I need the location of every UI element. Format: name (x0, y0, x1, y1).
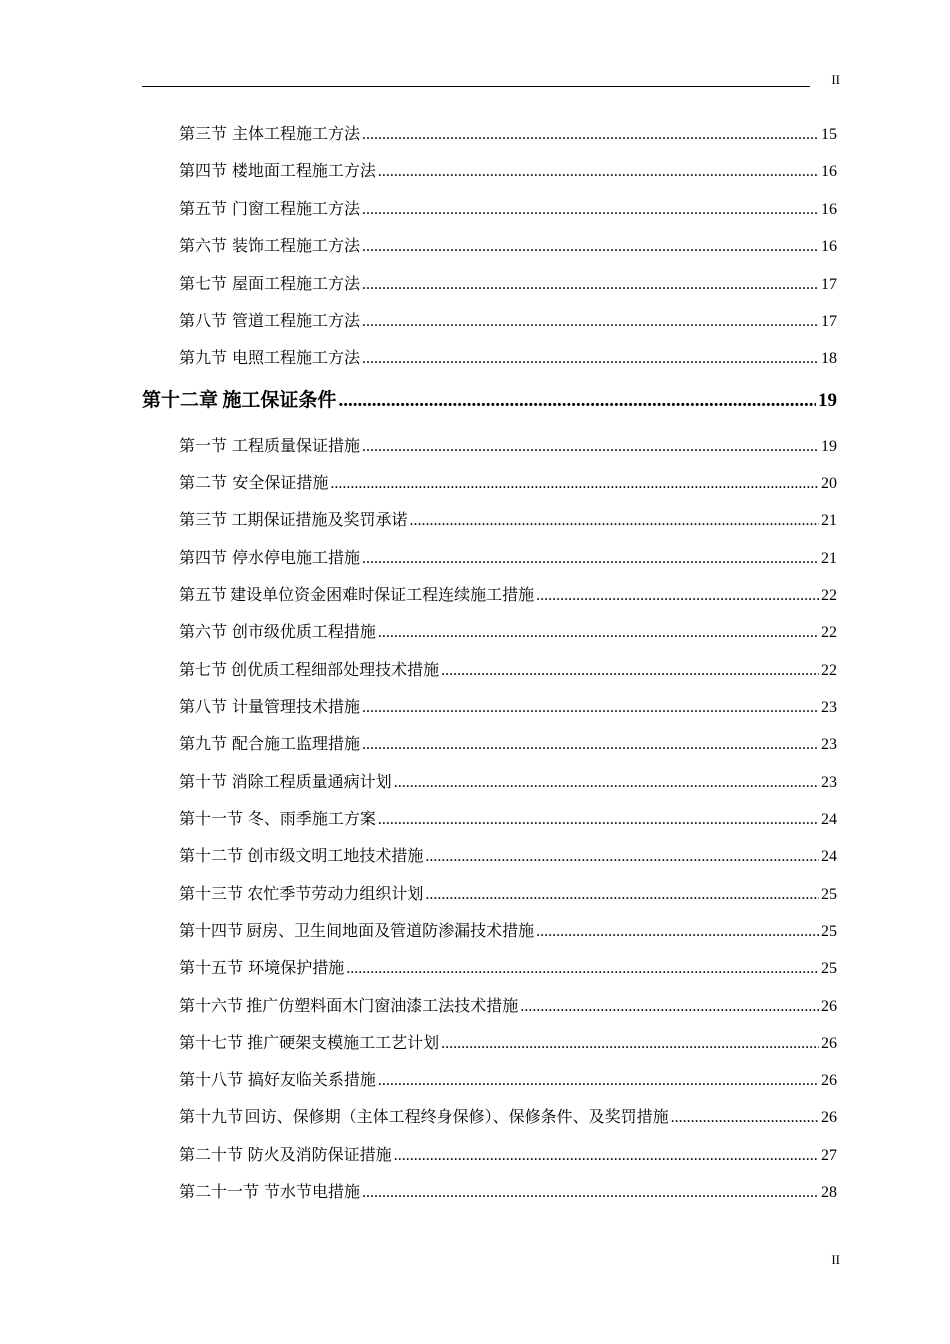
toc-dot-leader (362, 238, 819, 256)
toc-entry-page: 23 (821, 736, 837, 753)
toc-entry-title: 计量管理技术措施 (232, 697, 361, 716)
toc-entry-title: 冬、雨季施工方案 (247, 809, 376, 828)
toc-entry-number: 第二节 (179, 473, 228, 492)
toc-entry-page: 16 (821, 238, 837, 255)
toc-section-entry[interactable] (179, 582, 837, 604)
toc-entry-title: 环境保护措施 (248, 958, 345, 977)
toc-dot-leader (671, 1109, 819, 1127)
toc-entry-number: 第十节 (179, 772, 228, 791)
toc-dot-leader (338, 390, 816, 412)
toc-section-entry[interactable] (179, 233, 837, 255)
toc-dot-leader (362, 438, 819, 456)
toc-entry-number: 第八节 (179, 311, 228, 330)
toc-entry-page: 17 (821, 276, 837, 293)
toc-dot-leader (378, 1072, 819, 1090)
toc-entry-page: 23 (821, 699, 837, 716)
toc-entry-page: 26 (821, 998, 837, 1015)
toc-section-entry[interactable] (179, 1142, 837, 1164)
toc-entry-title: 主体工程施工方法 (232, 124, 361, 143)
toc-entry-number: 第三节 (179, 510, 228, 529)
toc-dot-leader (362, 1184, 819, 1202)
toc-section-entry[interactable] (179, 121, 837, 143)
toc-entry-page: 19 (821, 438, 837, 455)
toc-entry-title: 农忙季节劳动力组织计划 (247, 884, 424, 903)
toc-entry-page: 26 (821, 1109, 837, 1126)
toc-entry-page: 25 (821, 886, 837, 903)
toc-dot-leader (362, 276, 819, 294)
toc-entry-title: 搞好友临关系措施 (247, 1070, 376, 1089)
header-page-number: II (831, 72, 840, 87)
toc-section-entry[interactable] (179, 993, 837, 1015)
toc-entry-title: 消除工程质量通病计划 (231, 772, 392, 791)
toc-entry-number: 第十五节 (179, 958, 244, 977)
toc-entry-title: 工期保证措施及奖罚承诺 (231, 510, 408, 529)
toc-entry-title: 停水停电施工措施 (232, 548, 361, 567)
toc-section-entry[interactable] (179, 196, 837, 218)
toc-section-entry[interactable] (179, 271, 837, 293)
toc-chapter-entry[interactable] (142, 385, 837, 411)
toc-section-entry[interactable] (179, 1030, 837, 1052)
toc-entry-number: 第十四节 (179, 921, 244, 940)
toc-dot-leader (441, 662, 819, 680)
toc-entry-number: 第九节 (179, 734, 228, 753)
toc-entry-number: 第十九节 (179, 1107, 244, 1126)
toc-section-entry[interactable] (179, 1067, 837, 1089)
toc-entry-number: 第六节 (179, 622, 228, 641)
toc-entry-page: 21 (821, 550, 837, 567)
toc-section-entry[interactable] (179, 308, 837, 330)
toc-section-entry[interactable] (179, 731, 837, 753)
toc-entry-page: 28 (821, 1184, 837, 1201)
toc-entry-number: 第七节 (179, 660, 228, 679)
toc-dot-leader (362, 350, 819, 368)
toc-entry-number: 第十一节 (179, 809, 244, 828)
toc-section-entry[interactable] (179, 1179, 837, 1201)
toc-entry-number: 第八节 (179, 697, 228, 716)
toc-dot-leader (362, 126, 819, 144)
toc-entry-number: 第四节 (179, 548, 228, 567)
toc-dot-leader (330, 475, 819, 493)
toc-entry-number: 第十六节 (179, 996, 244, 1015)
toc-entry-page: 27 (821, 1147, 837, 1164)
toc-entry-page: 16 (821, 201, 837, 218)
toc-entry-title: 配合施工监理措施 (232, 734, 361, 753)
toc-entry-number: 第二十一节 (179, 1182, 260, 1201)
toc-entry-page: 22 (821, 624, 837, 641)
toc-dot-leader (362, 313, 819, 331)
footer-page-number: II (831, 1252, 840, 1267)
toc-entry-page: 25 (821, 960, 837, 977)
toc-entry-title: 节水节电措施 (264, 1182, 361, 1201)
toc-entry-page: 18 (821, 350, 837, 367)
toc-entry-title: 楼地面工程施工方法 (231, 161, 376, 180)
toc-dot-leader (362, 736, 819, 754)
toc-section-entry[interactable] (179, 918, 837, 940)
toc-entry-number: 第九节 (179, 348, 228, 367)
toc-section-entry[interactable] (179, 881, 837, 903)
toc-dot-leader (362, 699, 819, 717)
header-rule (142, 86, 810, 87)
toc-dot-leader (378, 811, 819, 829)
toc-dot-leader (536, 587, 819, 605)
toc-entry-number: 第二十节 (179, 1145, 244, 1164)
toc-entry-page: 22 (821, 662, 837, 679)
toc-section-entry[interactable] (179, 507, 837, 529)
toc-entry-title: 门窗工程施工方法 (232, 199, 361, 218)
toc-entry-number: 第一节 (179, 436, 228, 455)
toc-dot-leader (410, 512, 819, 530)
toc-entry-page: 19 (818, 390, 837, 411)
toc-entry-title: 厨房、卫生间地面及管道防渗漏技术措施 (246, 921, 535, 940)
toc-dot-leader (378, 624, 819, 642)
toc-entry-page: 26 (821, 1035, 837, 1052)
toc-entry-page: 15 (821, 126, 837, 143)
toc-section-entry[interactable] (179, 657, 837, 679)
toc-entry-title: 屋面工程施工方法 (232, 274, 361, 293)
toc-entry-number: 第十八节 (179, 1070, 244, 1089)
toc-section-entry[interactable] (179, 470, 837, 492)
toc-entry-title: 推广硬架支模施工工艺计划 (247, 1033, 440, 1052)
toc-dot-leader (441, 1035, 819, 1053)
toc-entry-title: 安全保证措施 (232, 473, 329, 492)
toc-dot-leader (520, 998, 819, 1016)
toc-entry-number: 第七节 (179, 274, 228, 293)
toc-entry-page: 24 (821, 811, 837, 828)
toc-entry-title: 回访、保修期（主体工程终身保修）、保修条件、及奖罚措施 (244, 1107, 669, 1126)
toc-entry-number: 第十三节 (179, 884, 244, 903)
toc-section-entry[interactable] (179, 955, 837, 977)
toc-entry-title: 装饰工程施工方法 (232, 236, 361, 255)
toc-entry-title: 电照工程施工方法 (232, 348, 361, 367)
toc-section-entry[interactable] (179, 158, 837, 180)
toc-entry-number: 第十二章 (142, 389, 219, 411)
toc-entry-title: 管道工程施工方法 (232, 311, 361, 330)
toc-section-entry[interactable] (179, 806, 837, 828)
toc-dot-leader (536, 923, 819, 941)
toc-dot-leader (346, 960, 819, 978)
toc-entry-page: 23 (821, 774, 837, 791)
toc-entry-page: 16 (821, 163, 837, 180)
toc-dot-leader (362, 201, 819, 219)
toc-entry-page: 20 (821, 475, 837, 492)
toc-entry-number: 第五节 (179, 199, 228, 218)
toc-entry-title: 推广仿塑料面木门窗油漆工法技术措施 (246, 996, 519, 1015)
toc-section-entry[interactable] (179, 619, 837, 641)
toc-entry-title: 创市级优质工程措施 (231, 622, 376, 641)
toc-entry-page: 26 (821, 1072, 837, 1089)
toc-entry-page: 22 (821, 587, 837, 604)
toc-entry-title: 工程质量保证措施 (232, 436, 361, 455)
toc-section-entry[interactable] (179, 345, 837, 367)
toc-section-entry[interactable] (179, 694, 837, 716)
toc-dot-leader (394, 774, 819, 792)
toc-dot-leader (425, 886, 819, 904)
toc-entry-number: 第四节 (179, 161, 228, 180)
toc-entry-title: 防火及消防保证措施 (247, 1145, 392, 1164)
toc-section-entry[interactable] (179, 769, 837, 791)
toc-section-entry[interactable] (179, 1104, 837, 1126)
toc-entry-number: 第三节 (179, 124, 228, 143)
toc-entry-page: 17 (821, 313, 837, 330)
toc-section-entry[interactable] (179, 545, 837, 567)
toc-entry-number: 第十二节 (179, 846, 244, 865)
toc-dot-leader (362, 550, 819, 568)
toc-entry-title: 施工保证条件 (222, 389, 337, 411)
toc-entry-title: 创市级文明工地技术措施 (247, 846, 424, 865)
toc-entry-title: 建设单位资金困难时保证工程连续施工措施 (230, 585, 535, 604)
toc-dot-leader (425, 848, 819, 866)
toc-dot-leader (394, 1147, 819, 1165)
toc-dot-leader (378, 163, 819, 181)
toc-entry-number: 第六节 (179, 236, 228, 255)
toc-section-entry[interactable] (179, 843, 837, 865)
toc-entry-page: 21 (821, 512, 837, 529)
toc-entry-page: 24 (821, 848, 837, 865)
toc-entry-number: 第十七节 (179, 1033, 244, 1052)
toc-entry-number: 第五节 (179, 585, 228, 604)
toc-entry-page: 25 (821, 923, 837, 940)
toc-entry-title: 创优质工程细部处理技术措施 (231, 660, 440, 679)
toc-section-entry[interactable] (179, 433, 837, 455)
